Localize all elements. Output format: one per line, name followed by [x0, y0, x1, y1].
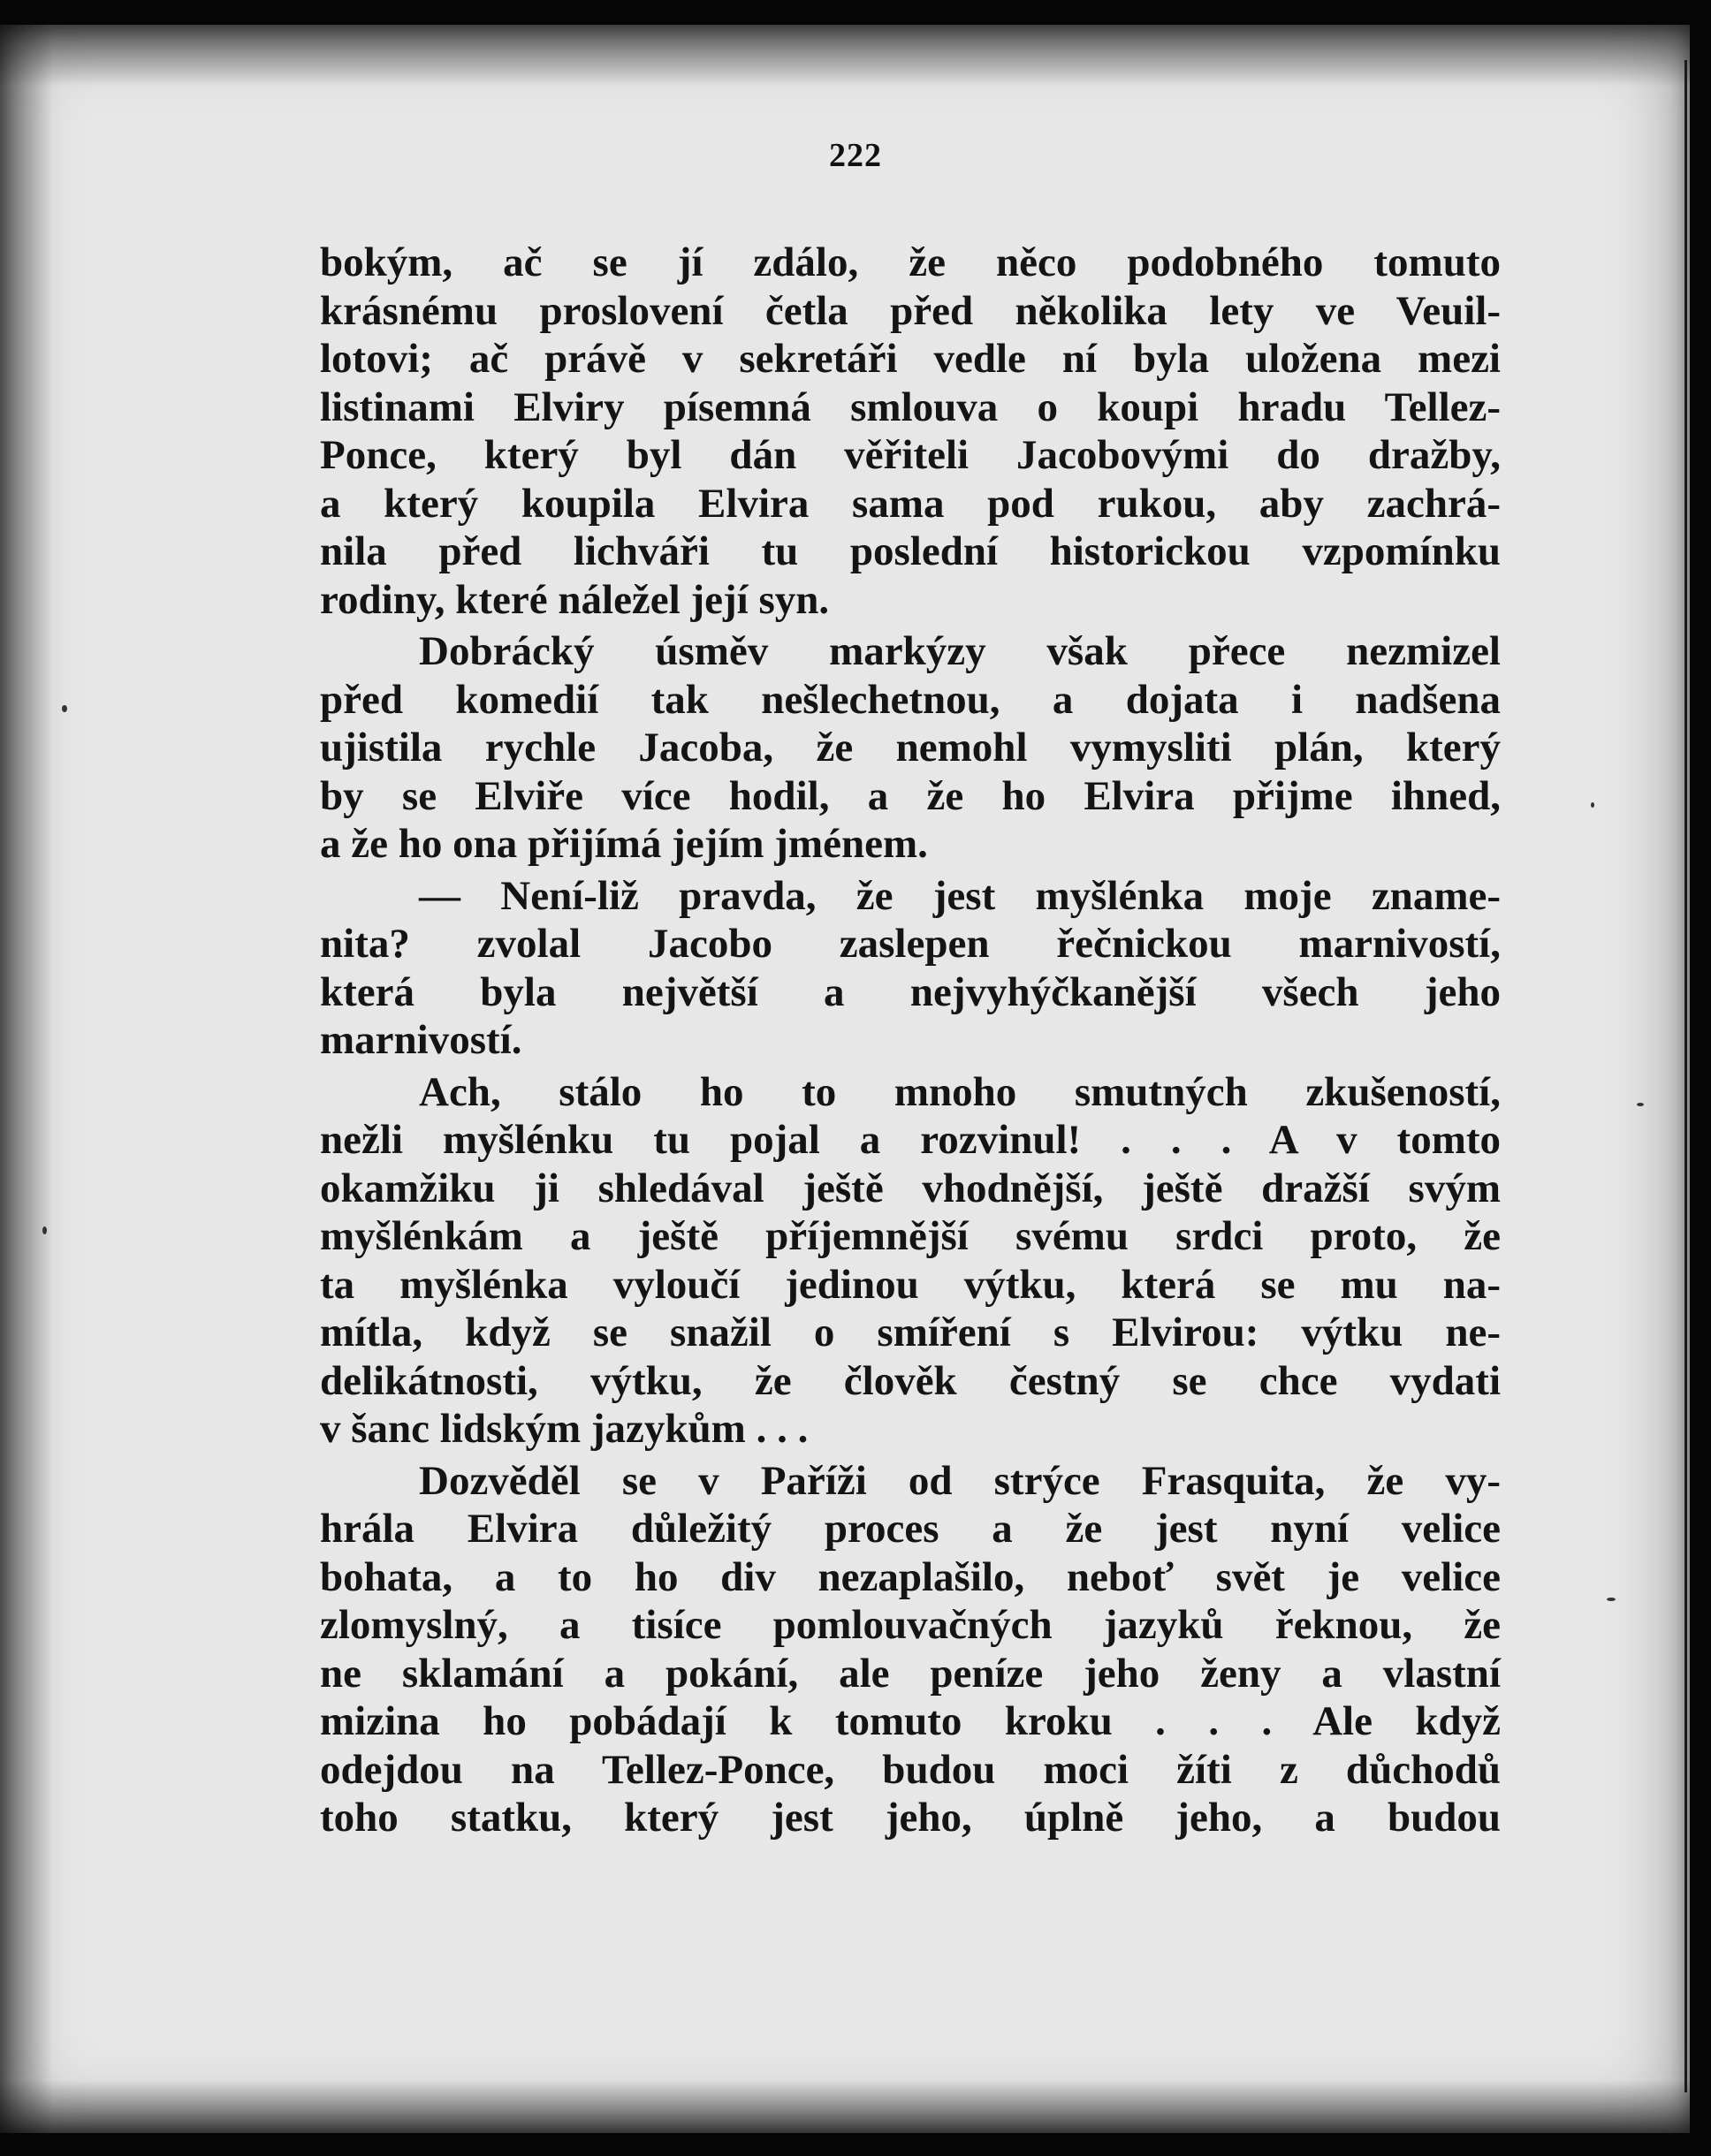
text-line: by se Elviře více hodil, a že ho Elvira přijme ihned, — [320, 772, 1501, 819]
text-line: krásnému proslovení četla před několika lety ve Veuil- — [320, 287, 1501, 334]
text-line: Dozvěděl se v Paříži od strýce Frasquita, že vy- — [419, 1457, 1501, 1504]
text-line: Dobrácký úsměv markýzy však přece nezmizel — [419, 628, 1501, 674]
text-line: která byla největší a nejvyhýčkanější všech jeho — [320, 968, 1501, 1015]
paragraph — [320, 1457, 1501, 1842]
dust-speck — [62, 705, 67, 712]
text-line: mítla, když se snažil o smíření s Elvirou: výtku ne- — [320, 1310, 1501, 1355]
text-line: marnivostí. — [320, 1017, 522, 1063]
text-line: listinami Elviry písemná smlouva o koupi hradu Tellez- — [320, 383, 1501, 430]
text-line: zlomyslný, a tisíce pomlouvačných jazyků řeknou, že — [320, 1602, 1501, 1648]
paragraph — [320, 627, 1501, 869]
dust-speck — [1637, 1103, 1644, 1106]
page-shadow-top — [0, 25, 1690, 87]
paragraph — [320, 1068, 1501, 1454]
text-line: ta myšlénka vyloučí jedinou výtku, která se mu na- — [320, 1261, 1501, 1308]
text-line: Ach, stálo ho to mnoho smutných zkušeností, — [419, 1068, 1501, 1115]
text-line: lotovi; ač právě v sekretáři vedle ní byla uložena mezi — [320, 336, 1501, 382]
text-line: hrála Elvira důležitý proces a že jest nyní velice — [320, 1506, 1501, 1552]
dust-speck — [42, 1226, 47, 1234]
page-shadow-left — [0, 25, 53, 2133]
dust-speck — [1591, 802, 1594, 808]
page-number: 222 — [829, 137, 882, 174]
page-shadow-bottom — [0, 2080, 1690, 2133]
text-line: — Není-liž pravda, že jest myšlénka moje zname- — [419, 872, 1501, 919]
dust-speck — [1607, 1598, 1616, 1601]
text-line: Ponce, který byl dán věřiteli Jacobovými do dražby, — [320, 432, 1501, 478]
text-line: ujistila rychle Jacoba, že nemohl vymysliti plán, který — [320, 725, 1501, 771]
text-line: před komedií tak nešlechetnou, a dojata i nadšena — [320, 676, 1501, 723]
text-line: a který koupila Elvira sama pod rukou, aby zachrá- — [320, 480, 1501, 527]
text-line: okamžiku ji shledával ještě vhodnější, ještě dražší svým — [320, 1165, 1501, 1211]
text-line: mizina ho pobádají k tomuto kroku . . . Ale když — [320, 1698, 1501, 1744]
text-line: toho statku, který jest jeho, úplně jeho, a budou — [320, 1795, 1501, 1841]
text-line: bohata, a to ho div nezaplašilo, neboť svět je velice — [320, 1553, 1501, 1600]
page-edge-rule — [1684, 60, 1687, 2092]
text-line: rodiny, které náležel její syn. — [320, 576, 830, 623]
text-line: odejdou na Tellez-Ponce, budou moci žíti z důchodů — [320, 1746, 1501, 1793]
text-line: bokým, ač se jí zdálo, že něco podobného tomuto — [320, 239, 1501, 285]
text-line: nila před lichváři tu poslední historickou vzpomínku — [320, 528, 1501, 574]
text-line: a že ho ona přijímá jejím jménem. — [320, 821, 928, 867]
body-text — [320, 239, 1501, 1842]
text-line: nita? zvolal Jacobo zaslepen řečnickou marnivostí, — [320, 921, 1501, 967]
text-line: delikátnosti, výtku, že člověk čestný se chce vydati — [320, 1357, 1501, 1404]
paragraph — [320, 872, 1501, 1065]
text-line: ne sklamání a pokání, ale peníze jeho ženy a vlastní — [320, 1650, 1501, 1697]
text-line: nežli myšlénku tu pojal a rozvinul! . . . A v tomto — [320, 1117, 1501, 1163]
text-line: myšlénkám a ještě příjemnější svému srdci proto, že — [320, 1213, 1501, 1259]
paragraph — [320, 239, 1501, 624]
text-line: v šanc lidským jazykům . . . — [320, 1406, 809, 1452]
